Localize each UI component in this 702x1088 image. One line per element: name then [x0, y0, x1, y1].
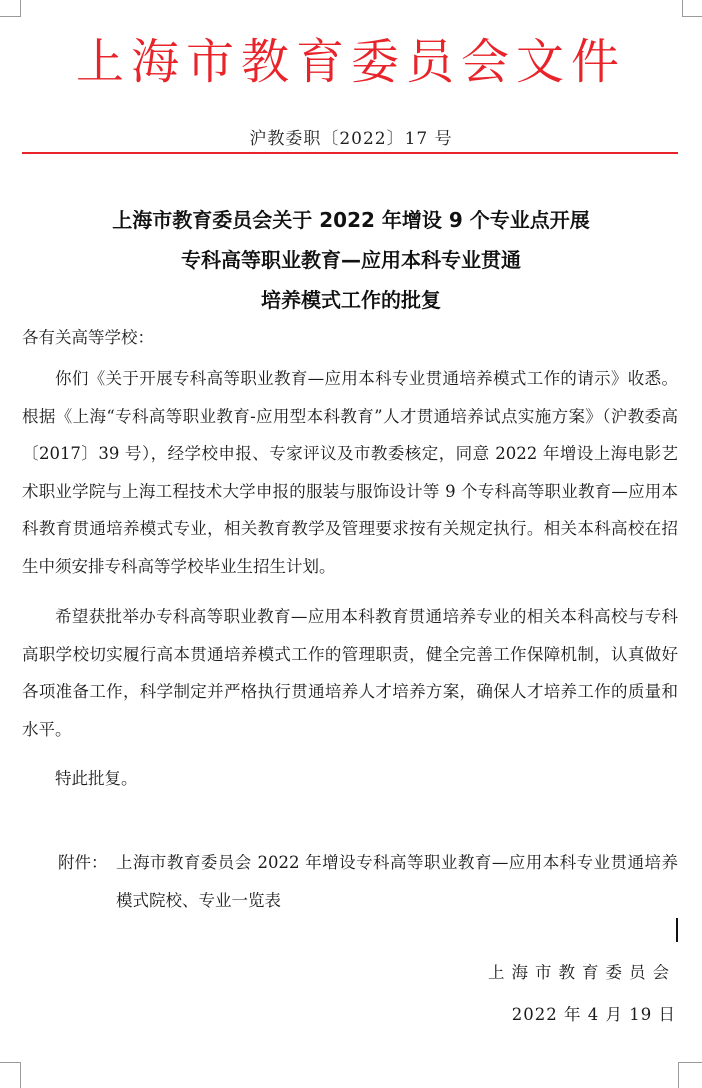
crop-mark-top-left: [0, 0, 21, 17]
crop-mark-bottom-right: [678, 1062, 702, 1088]
attachment-text: 上海市教育委员会 2022 年增设专科高等职业教育—应用本科专业贯通培养模式院校、专业一览表: [116, 853, 678, 910]
body-paragraph-1: 你们《关于开展专科高等职业教育—应用本科专业贯通培养模式工作的请示》收悉。根据《上海“专科高等职业教育-应用型本科教育”人才贯通培养试点实施方案》（沪教委高〔2017〕39 号），经学校申报、专家评议及市教委核定，同意 2022 年增设上海电影艺术职业学院与上海工程技术大学申报的服装与服饰设计等 9 个专科高等职业教育—应用本科教育贯通培养模式专业，相关教育教学及管理要求按有关规定执行。相关本科高校在招生中须安排专科高等学校毕业生招生计划。: [22, 369, 678, 576]
text-cursor[interactable]: [676, 918, 678, 942]
salutation: 各有关高等学校：: [22, 328, 154, 347]
issue-date: 2022 年 4 月 19 日: [511, 1005, 676, 1024]
body-paragraph-2: 希望获批举办专科高等职业教育—应用本科教育贯通培养专业的相关本科高校与专科高职学校切实履行高本贯通培养模式工作的管理职责，健全完善工作保障机制，认真做好各项准备工作，科学制定并严格执行贯通培养人才培养方案，确保人才培养工作的质量和水平。: [22, 607, 678, 739]
attachment-label: 附件：: [58, 853, 108, 872]
closing-line: 特此批复。: [55, 769, 138, 788]
document-title: [0, 200, 702, 320]
document-masthead: 上海市教育委员会文件: [75, 34, 626, 90]
issuing-authority: 上海市教育委员会: [488, 963, 676, 982]
masthead-divider: [22, 152, 678, 154]
crop-mark-bottom-left: [0, 1062, 21, 1088]
title-line-3: 培养模式工作的批复: [261, 288, 441, 312]
title-line-1: 上海市教育委员会关于 2022 年增设 9 个专业点开展: [112, 208, 590, 232]
crop-mark-top-right: [682, 0, 702, 17]
title-line-2: 专科高等职业教育—应用本科专业贯通: [181, 248, 521, 272]
document-number: 沪教委职〔2022〕17 号: [249, 129, 453, 149]
